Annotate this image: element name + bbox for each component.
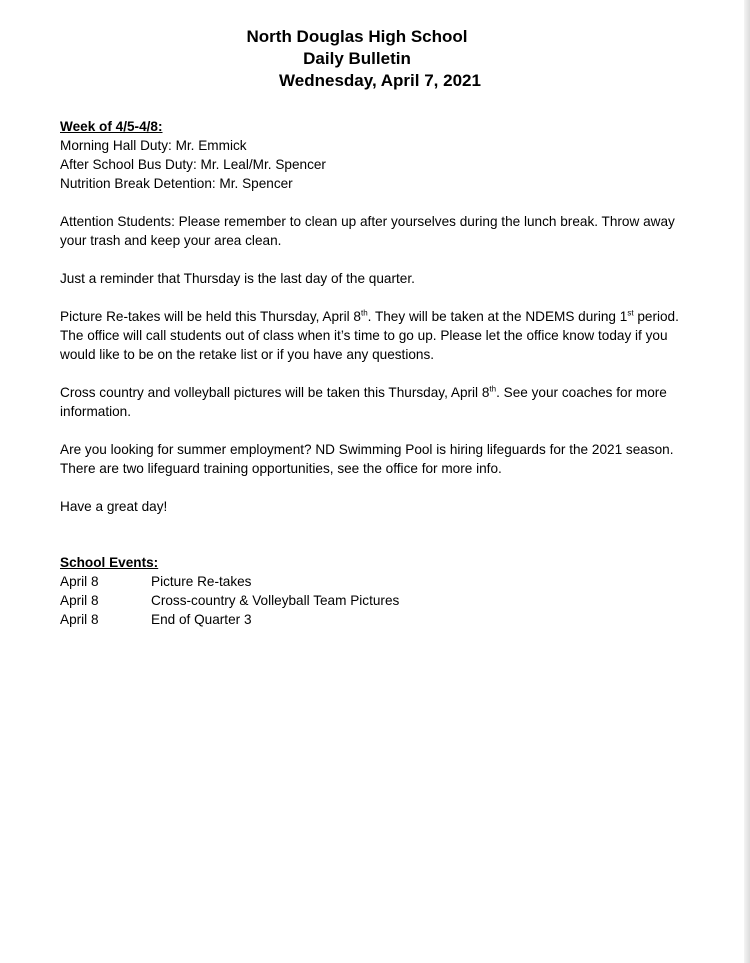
retakes-text-3: period. The office will call students out of class when it’s time to go up. Please let the office know today if you would like to be on the retake list or if you have any questions.	[60, 309, 679, 362]
event-date: April 8	[60, 574, 99, 589]
duty-line-bus: After School Bus Duty: Mr. Leal/Mr. Spencer	[60, 157, 326, 172]
bulletin-body	[60, 117, 700, 629]
event-row	[60, 591, 700, 610]
event-row	[60, 572, 700, 591]
bulletin-title: Daily Bulletin	[303, 49, 411, 68]
retakes-text-1: Picture Re-takes will be held this Thursday, April 8	[60, 309, 361, 324]
quarter-reminder-paragraph: Just a reminder that Thursday is the last day of the quarter.	[60, 271, 415, 286]
attention-paragraph: Attention Students: Please remember to clean up after yourselves during the lunch break. Throw away your trash and keep your area clean.	[60, 214, 675, 248]
event-date: April 8	[60, 612, 99, 627]
event-date: April 8	[60, 593, 99, 608]
week-duties-section	[60, 117, 700, 193]
page-edge-shadow	[744, 0, 750, 963]
duty-line-detention: Nutrition Break Detention: Mr. Spencer	[60, 176, 293, 191]
events-heading: School Events:	[60, 555, 159, 570]
events-list	[60, 572, 700, 629]
event-row	[60, 610, 700, 629]
retakes-text-2: . They will be taken at the NDEMS during 1	[367, 309, 628, 324]
school-events-section	[60, 553, 700, 629]
team-pictures-text-2: . See your coaches for more information.	[60, 385, 667, 419]
team-pictures-ordinal: th	[489, 384, 497, 394]
team-pictures-text-1: Cross country and volleyball pictures will be taken this Thursday, April 8	[60, 385, 490, 400]
closing-line: Have a great day!	[60, 499, 168, 514]
bulletin-date: Wednesday, April 7, 2021	[279, 71, 481, 90]
event-name: Picture Re-takes	[151, 574, 252, 589]
event-name: Cross-country & Volleyball Team Pictures	[151, 593, 400, 608]
week-heading: Week of 4/5-4/8:	[60, 119, 163, 134]
event-name: End of Quarter 3	[151, 612, 252, 627]
school-name: North Douglas High School	[246, 27, 468, 46]
duty-line-morning-hall: Morning Hall Duty: Mr. Emmick	[60, 138, 247, 153]
retakes-ordinal-2: st	[627, 308, 634, 318]
retakes-ordinal-1: th	[360, 308, 368, 318]
team-pictures-paragraph	[60, 383, 700, 421]
retakes-paragraph	[60, 307, 700, 364]
employment-paragraph: Are you looking for summer employment? ND Swimming Pool is hiring lifeguards for the 2021 season. There are two lifeguard training opportunities, see the office for more info.	[60, 442, 674, 476]
bulletin-header	[0, 26, 714, 92]
